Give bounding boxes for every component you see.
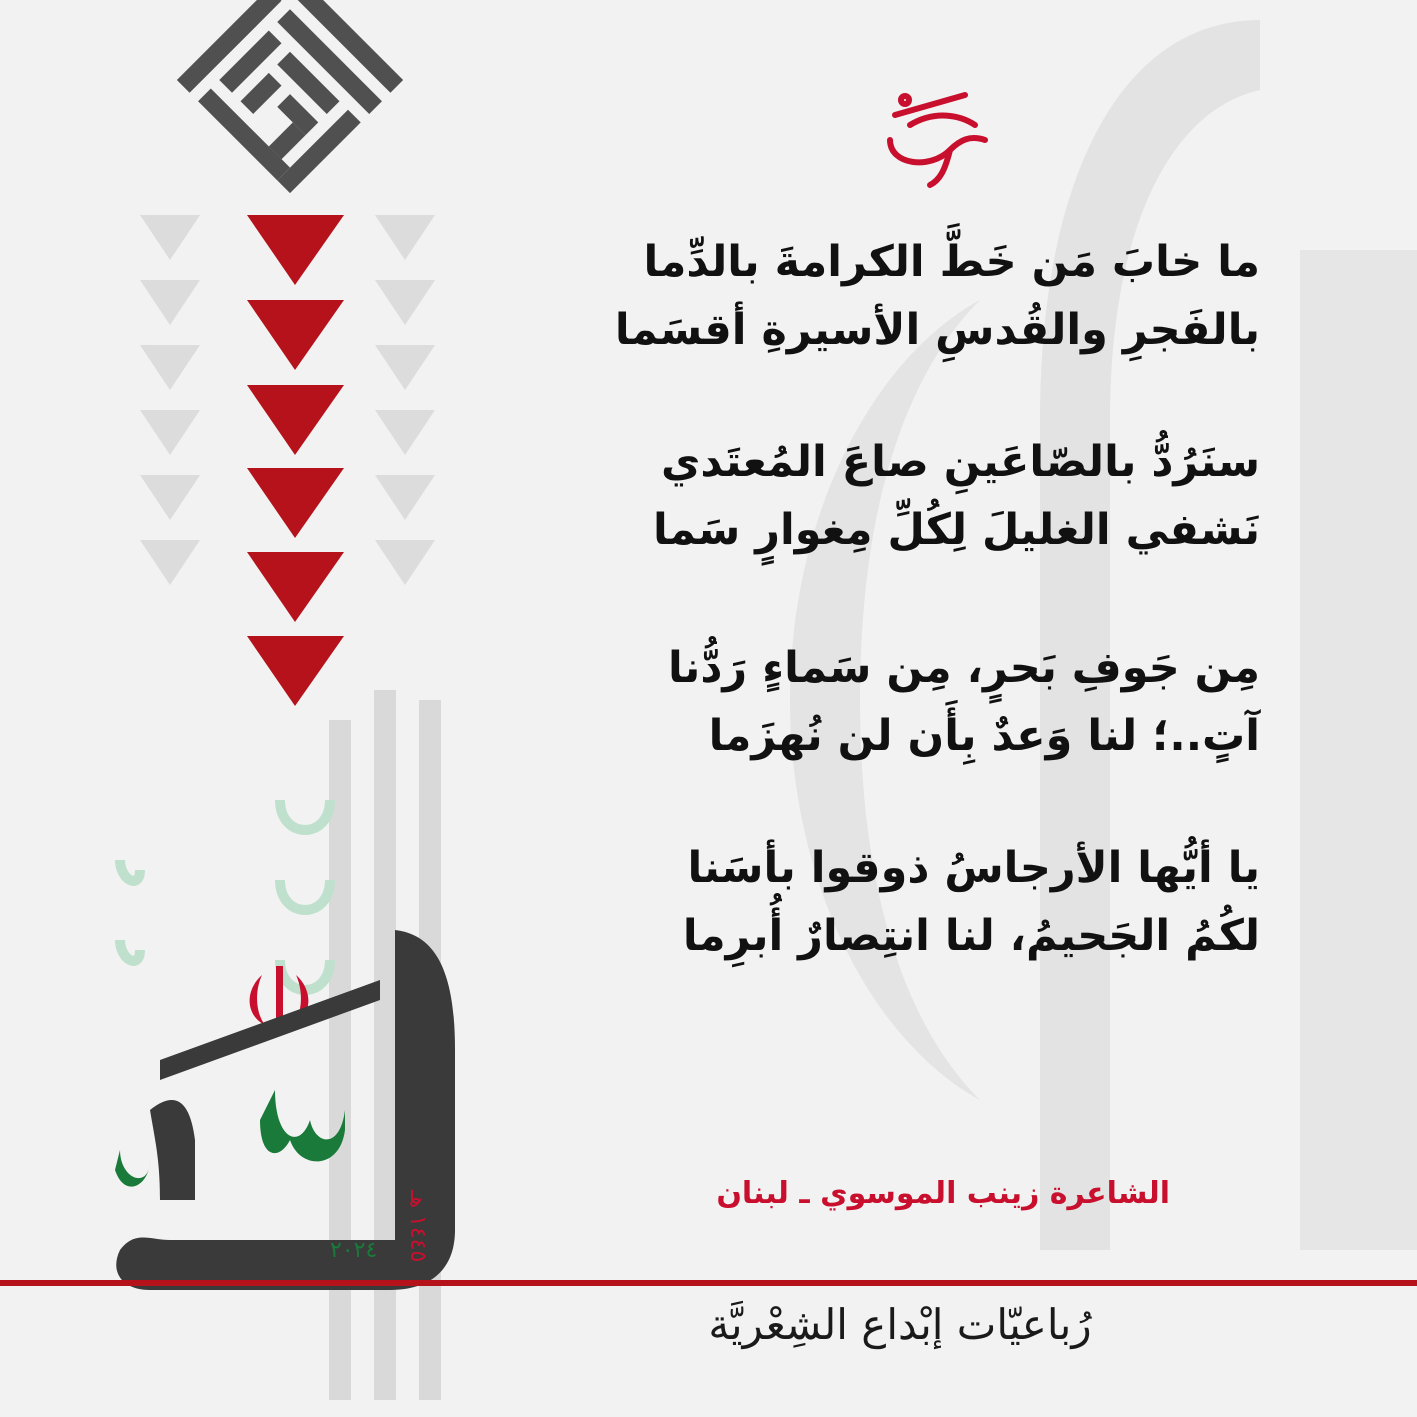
poem-line: بالفَجرِ والقُدسِ الأسيرةِ أقسَما — [614, 305, 1260, 355]
year-label: ٢٠٢٤ — [330, 1238, 378, 1263]
poem-stanza — [560, 834, 1260, 970]
hijri-year-label: ١٤٤٥ هـ — [405, 1190, 430, 1263]
triangle-pattern-red — [247, 215, 344, 706]
bg-green-strokes — [120, 800, 330, 990]
poem-line: يا أيُّها الأرجاسُ ذوقوا بأسَنا — [687, 843, 1260, 893]
poem-line: سنَرُدُّ بالصّاعَينِ صاعَ المُعتَدي — [661, 437, 1260, 487]
poem-line: ما خابَ مَن خَطَّ الكرامةَ بالدِّما — [643, 237, 1260, 287]
poem-line: نَشفي الغليلَ لِكُلِّ مِغوارٍ سَما — [652, 505, 1260, 555]
poem-stanza — [560, 634, 1260, 770]
footer-title: رُباعيّات إبْداع الشِعْريَّة — [708, 1300, 1092, 1349]
poem-stanza — [560, 228, 1260, 364]
poem-line: مِن جَوفِ بَحرٍ، مِن سَماءٍ رَدُّنا — [668, 643, 1260, 693]
kufic-pattern-icon — [177, 0, 403, 193]
triangle-pattern-left — [140, 215, 200, 585]
poet-credit: الشاعرة زينب الموسوي ـ لبنان — [716, 1176, 1170, 1211]
calligraphy-logo-icon — [890, 95, 985, 185]
poem-line: آتٍ..؛ لنا وَعدٌ بِأَن لن نُهزَما — [708, 711, 1260, 761]
bg-calligraphy-bar — [1300, 250, 1417, 1250]
triangle-pattern-right — [375, 215, 435, 585]
poem-stanza — [560, 428, 1260, 564]
poem-line: لكُمُ الجَحيمُ، لنا انتِصارٌ أُبرِما — [682, 911, 1260, 961]
poem — [560, 228, 1260, 1034]
divider-line — [0, 1280, 1417, 1286]
